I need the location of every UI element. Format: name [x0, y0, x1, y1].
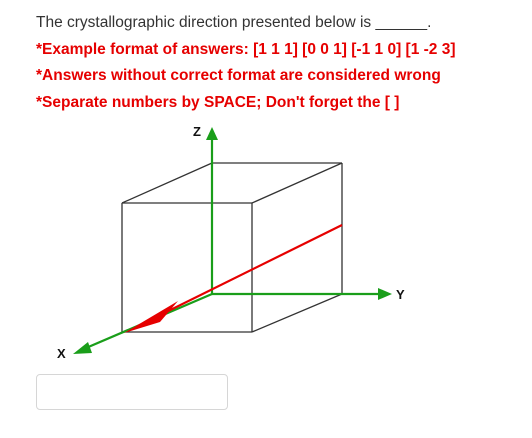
y-axis-label: Y — [396, 287, 405, 302]
cube-edge — [122, 163, 212, 203]
coordinate-axes — [86, 138, 378, 348]
question-prompt: The crystallographic direction presented below is ______. — [36, 14, 432, 31]
x-axis-arrowhead — [73, 342, 92, 354]
format-note-separator: *Separate numbers by SPACE; Don't forget the [ ] — [36, 93, 400, 111]
x-axis-label: X — [57, 346, 66, 361]
cube-edge — [252, 163, 342, 203]
z-axis-arrowhead — [206, 127, 218, 140]
format-note-warning: *Answers without correct format are considered wrong — [36, 67, 441, 84]
z-axis-label: Z — [193, 124, 201, 139]
direction-arrowhead — [124, 301, 178, 333]
cube-edge — [252, 294, 342, 332]
direction-vector — [138, 225, 342, 326]
format-note-example: *Example format of answers: [1 1 1] [0 0 1] [-1 1 0] [1 -2 3] — [36, 40, 456, 58]
answer-input[interactable] — [36, 374, 228, 410]
question-text — [36, 10, 528, 116]
y-axis-arrowhead — [378, 288, 392, 300]
unit-cube — [122, 163, 342, 332]
x-axis — [86, 294, 212, 348]
